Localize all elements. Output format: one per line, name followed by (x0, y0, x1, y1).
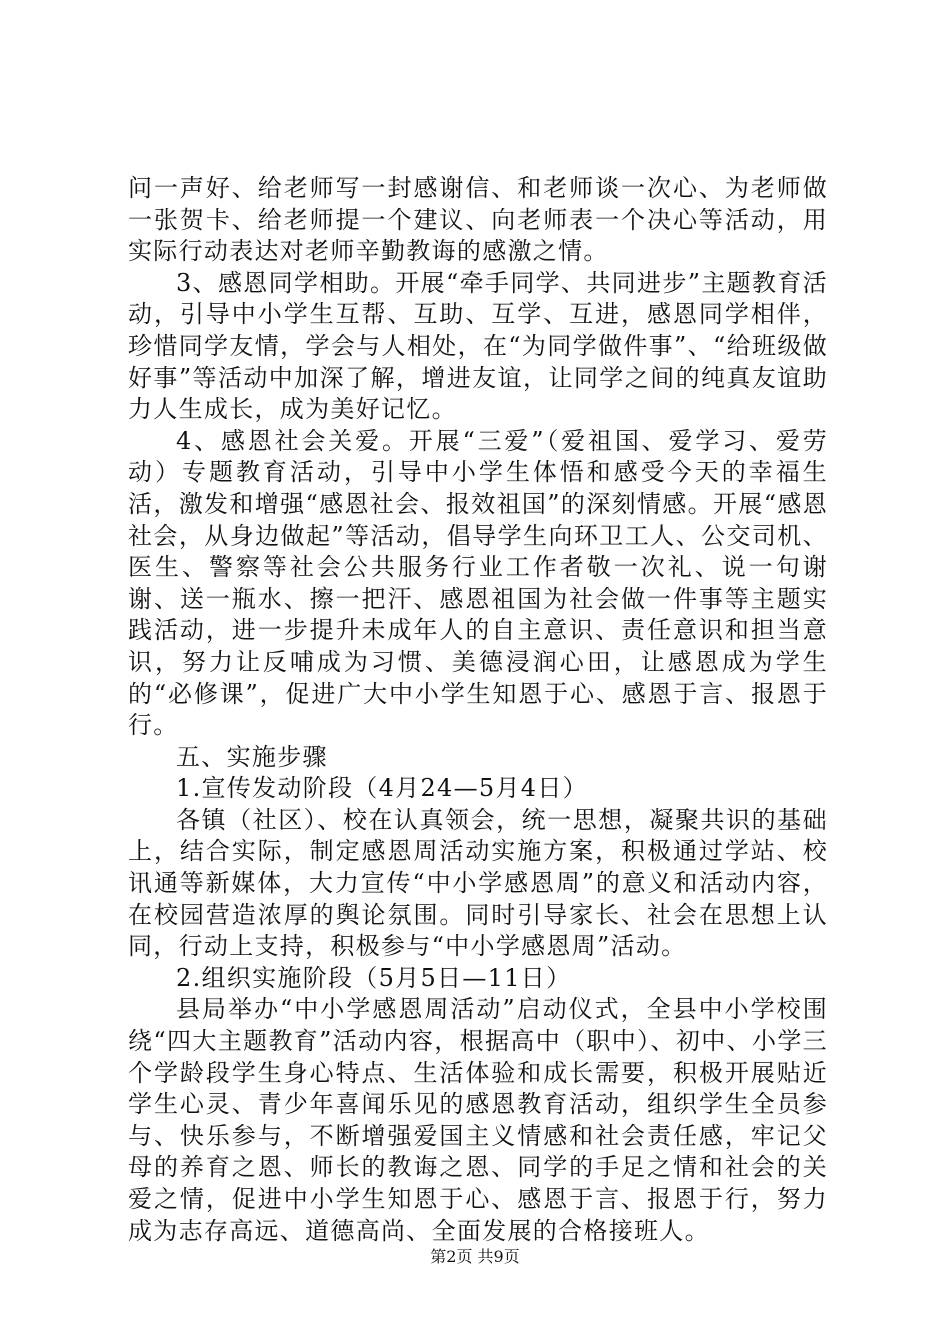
paragraph-item-3: 3、感恩同学相助。开展“牵手同学、共同进步”主题教育活动，引导中小学生互帮、互助、互学、互进，感恩同学相伴，珍惜同学友情，学会与人相处，在“为同学做件事”、“给班级做好事”等活动中加深了解，增进友谊，让同学之间的纯真友谊助力人生成长，成为美好记忆。 (128, 268, 828, 424)
step-heading-1: 1.宣传发动阶段（4月24—5月4日） (176, 774, 588, 803)
page-number-footer: 第2页 共9页 (430, 1247, 520, 1266)
step-heading-2: 2.组织实施阶段（5月5日—11日） (176, 963, 572, 992)
document-body (128, 173, 828, 1247)
step-body-1: 各镇（社区）、校在认真领会，统一思想，凝聚共识的基础上，结合实际，制定感恩周活动实施方案，积极通过学站、校讯通等新媒体，大力宣传“中小学感恩周”的意义和活动内容，在校园营造浓厚的舆论氛围。同时引导家长、社会在思想上认同，行动上支持，积极参与“中小学感恩周”活动。 (128, 805, 828, 961)
section-heading-steps: 五、实施步骤 (176, 742, 328, 771)
paragraph-continuation: 问一声好、给老师写一封感谢信、和老师谈一次心、为老师做一张贺卡、给老师提一个建议、向老师表一个决心等活动，用实际行动表达对老师辛勤教诲的感激之情。 (128, 174, 828, 266)
step-body-2: 县局举办“中小学感恩周活动”启动仪式，全县中小学校围绕“四大主题教育”活动内容，根据高中（职中）、初中、小学三个学龄段学生身心特点、生活体验和成长需要，积极开展贴近学生心灵、青少年喜闻乐见的感恩教育活动，组织学生全员参与、快乐参与，不断增强爱国主义情感和社会责任感，牢记父母的养育之恩、师长的教诲之恩、同学的手足之情和社会的关爱之情，促进中小学生知恩于心、感恩于言、报恩于行，努力成为志存高远、道德高尚、全面发展的合格接班人。 (128, 995, 828, 1245)
paragraph-item-4: 4、感恩社会关爱。开展“三爱”（爱祖国、爱学习、爱劳动）专题教育活动，引导中小学生体悟和感受今天的幸福生活，激发和增强“感恩社会、报效祖国”的深刻情感。开展“感恩社会，从身边做起”等活动，倡导学生向环卫工人、公交司机、医生、警察等社会公共服务行业工作者敬一次礼、说一句谢谢、送一瓶水、擦一把汗、感恩祖国为社会做一件事等主题实践活动，进一步提升未成年人的自主意识、责任意识和担当意识，努力让反哺成为习惯、美德浸润心田，让感恩成为学生的“必修课”，促进广大中小学生知恩于心、感恩于言、报恩于行。 (128, 426, 828, 740)
